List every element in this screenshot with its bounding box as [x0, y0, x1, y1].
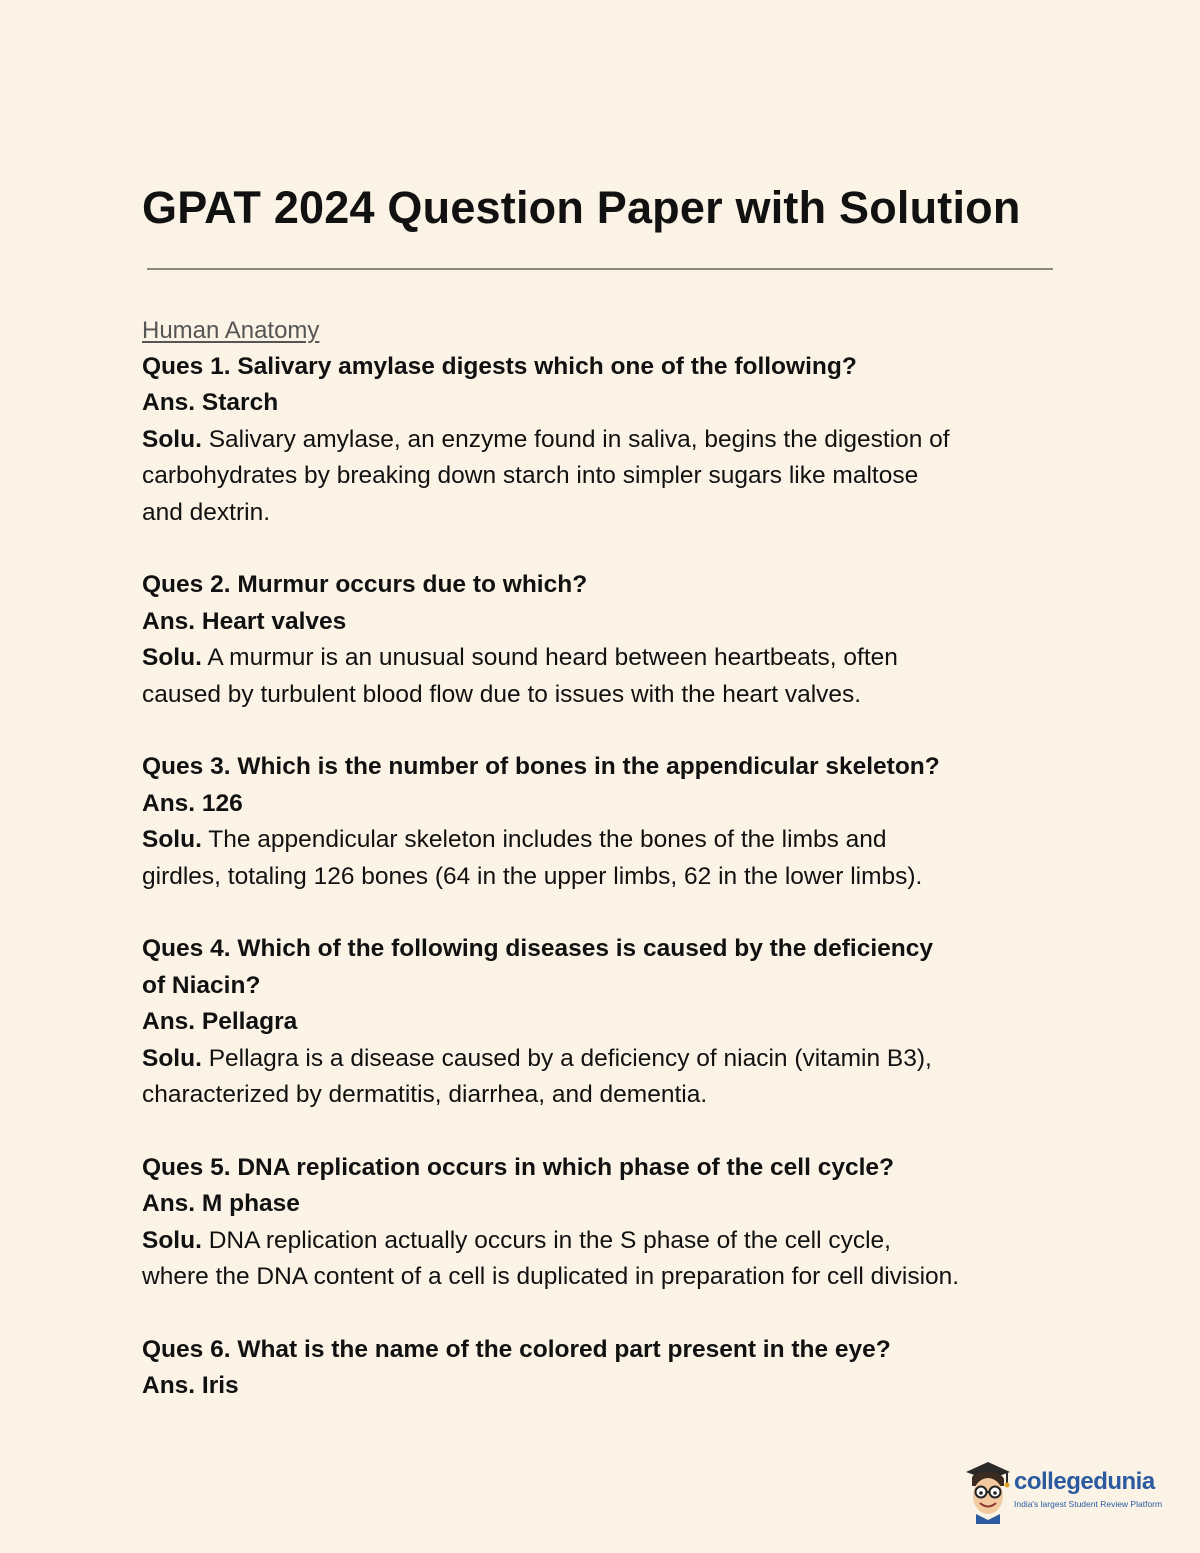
- solution-line: caused by turbulent blood flow due to issues with the heart valves.: [142, 680, 862, 708]
- solution-line: and dextrin.: [142, 498, 271, 526]
- section-link-human-anatomy[interactable]: Human Anatomy: [142, 317, 320, 344]
- solution-line: Solu. A murmur is an unusual sound heard between heartbeats, often: [142, 644, 898, 672]
- answer-line: Ans. Pellagra: [142, 1008, 298, 1036]
- answer-line: Ans. M phase: [142, 1190, 300, 1218]
- qa-block-2: [142, 567, 1072, 713]
- qa-block-6: [142, 1332, 1072, 1405]
- solution-line: carbohydrates by breaking down starch into simpler sugars like maltose: [142, 462, 919, 490]
- question-line: Ques 6. What is the name of the colored part present in the eye?: [142, 1335, 891, 1363]
- student-mascot-icon: [962, 1458, 1014, 1524]
- answer-line: Ans. Starch: [142, 389, 279, 417]
- solution-line: where the DNA content of a cell is duplicated in preparation for cell division.: [142, 1263, 960, 1291]
- qa-block-4: [142, 931, 1072, 1113]
- collegedunia-logo[interactable]: [962, 1458, 1162, 1528]
- page-title: GPAT 2024 Question Paper with Solution: [142, 182, 1021, 233]
- title-divider: [147, 268, 1053, 270]
- qa-block-5: [142, 1150, 1072, 1296]
- solution-line: Solu. Salivary amylase, an enzyme found in saliva, begins the digestion of: [142, 425, 950, 453]
- question-line: Ques 3. Which is the number of bones in the appendicular skeleton?: [142, 753, 940, 781]
- solution-line: girdles, totaling 126 bones (64 in the upper limbs, 62 in the lower limbs).: [142, 862, 923, 890]
- logo-tagline: India's largest Student Review Platform: [1014, 1499, 1163, 1509]
- question-line: Ques 4. Which of the following diseases is caused by the deficiency: [142, 935, 934, 963]
- qa-block-1: [142, 349, 1072, 531]
- question-line: of Niacin?: [142, 971, 261, 999]
- answer-line: Ans. Iris: [142, 1372, 239, 1400]
- document-body: [142, 313, 1072, 1405]
- solution-line: Solu. DNA replication actually occurs in the S phase of the cell cycle,: [142, 1226, 891, 1254]
- logo-name: collegedunia: [1014, 1468, 1155, 1495]
- qa-block-3: [142, 749, 1072, 895]
- question-line: Ques 5. DNA replication occurs in which phase of the cell cycle?: [142, 1153, 895, 1181]
- answer-line: Ans. 126: [142, 789, 243, 817]
- solution-line: Solu. The appendicular skeleton includes the bones of the limbs and: [142, 826, 887, 854]
- solution-line: Solu. Pellagra is a disease caused by a deficiency of niacin (vitamin B3),: [142, 1044, 932, 1072]
- solution-line: characterized by dermatitis, diarrhea, and dementia.: [142, 1081, 708, 1109]
- answer-line: Ans. Heart valves: [142, 607, 347, 635]
- question-line: Ques 2. Murmur occurs due to which?: [142, 571, 588, 599]
- question-line: Ques 1. Salivary amylase digests which one of the following?: [142, 353, 857, 380]
